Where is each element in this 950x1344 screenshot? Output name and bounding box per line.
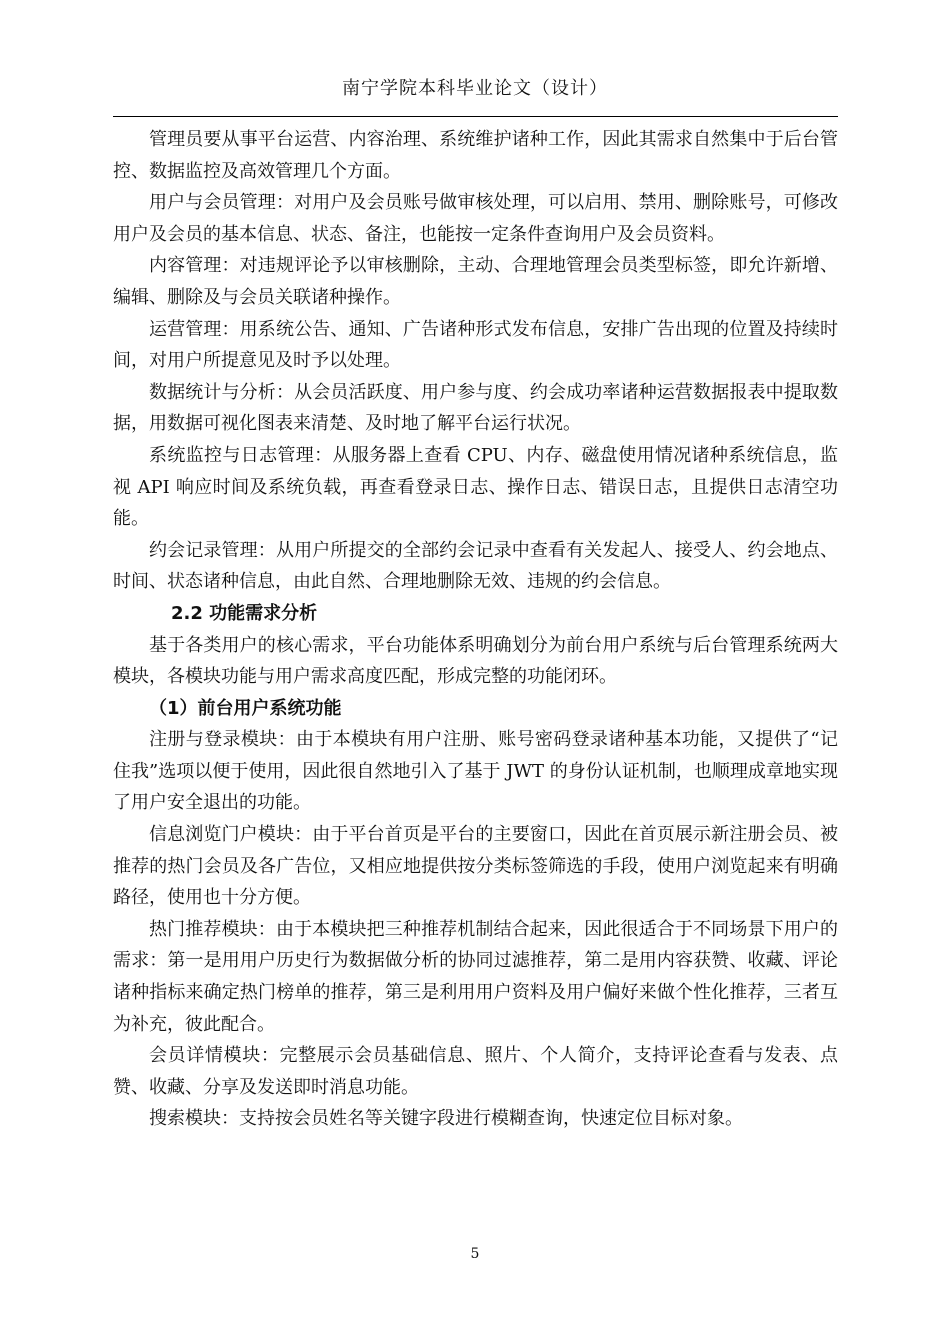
paragraph-register-login: 注册与登录模块：由于本模块有用户注册、账号密码登录诸种基本功能，又提供了“记住我”选项以便于使用，因此很自然地引入了基于 JWT 的身份认证机制，也顺理成章地实现了用户安全退出的功能。 <box>113 729 838 814</box>
running-header: 南宁学院本科毕业论文（设计） <box>342 78 608 99</box>
paragraph-system-monitoring: 系统监控与日志管理：从服务器上查看 CPU、内存、磁盘使用情况诸种系统信息，监视 API 响应时间及系统负载，再查看登录日志、操作日志、错误日志，且提供日志清空功能。 <box>113 444 838 530</box>
paragraph-search: 搜索模块：支持按会员姓名等关键字段进行模糊查询，快速定位目标对象。 <box>149 1108 743 1130</box>
paragraph-admin-intro: 管理员要从事平台运营、内容治理、系统维护诸种工作，因此其需求自然集中于后台管控、数据监控及高效管理几个方面。 <box>113 129 838 182</box>
paragraph-hot-recommendation: 热门推荐模块：由于本模块把三种推荐机制结合起来，因此很适合于不同场景下用户的需求：第一是用用户历史行为数据做分析的协同过滤推荐，第二是用内容获赞、收藏、评论诸种指标来确定热门榜单的推荐，第三是利用用户资料及用户偏好来做个性化推荐，三者互为补充，彼此配合。 <box>113 918 838 1035</box>
paragraph-operation-management: 运营管理：用系统公告、通知、广告诸种形式发布信息，安排广告出现的位置及持续时间，对用户所提意见及时予以处理。 <box>113 318 838 372</box>
paragraph-functional-overview: 基于各类用户的核心需求，平台功能体系明确划分为前台用户系统与后台管理系统两大模块，各模块功能与用户需求高度匹配，形成完整的功能闭环。 <box>113 634 838 688</box>
subsection-heading-frontend: （1）前台用户系统功能 <box>149 697 342 719</box>
paragraph-content-management: 内容管理：对违规评论予以审核删除，主动、合理地管理会员类型标签，即允许新增、编辑、删除及与会员关联诸种操作。 <box>113 255 838 308</box>
page-body <box>113 124 838 1135</box>
paragraph-data-statistics: 数据统计与分析：从会员活跃度、用户参与度、约会成功率诸种运营数据报表中提取数据，用数据可视化图表来清楚、及时地了解平台运行状况。 <box>113 381 838 435</box>
section-heading-2-2: 2.2 功能需求分析 <box>171 602 318 624</box>
paragraph-info-portal: 信息浏览门户模块：由于平台首页是平台的主要窗口，因此在首页展示新注册会员、被推荐的热门会员及各广告位，又相应地提供按分类标签筛选的手段，使用户浏览起来有明确路径，使用也十分方便。 <box>113 824 838 909</box>
paragraph-member-detail: 会员详情模块：完整展示会员基础信息、照片、个人简介，支持评论查看与发表、点赞、收藏、分享及发送即时消息功能。 <box>113 1045 838 1098</box>
page-number: 5 <box>470 1246 480 1262</box>
header-divider <box>113 116 838 117</box>
paragraph-user-member-management: 用户与会员管理：对用户及会员账号做审核处理，可以启用、禁用、删除账号，可修改用户及会员的基本信息、状态、备注，也能按一定条件查询用户及会员资料。 <box>113 192 838 245</box>
paragraph-date-record-management: 约会记录管理：从用户所提交的全部约会记录中查看有关发起人、接受人、约会地点、时间、状态诸种信息，由此自然、合理地删除无效、违规的约会信息。 <box>113 539 838 593</box>
